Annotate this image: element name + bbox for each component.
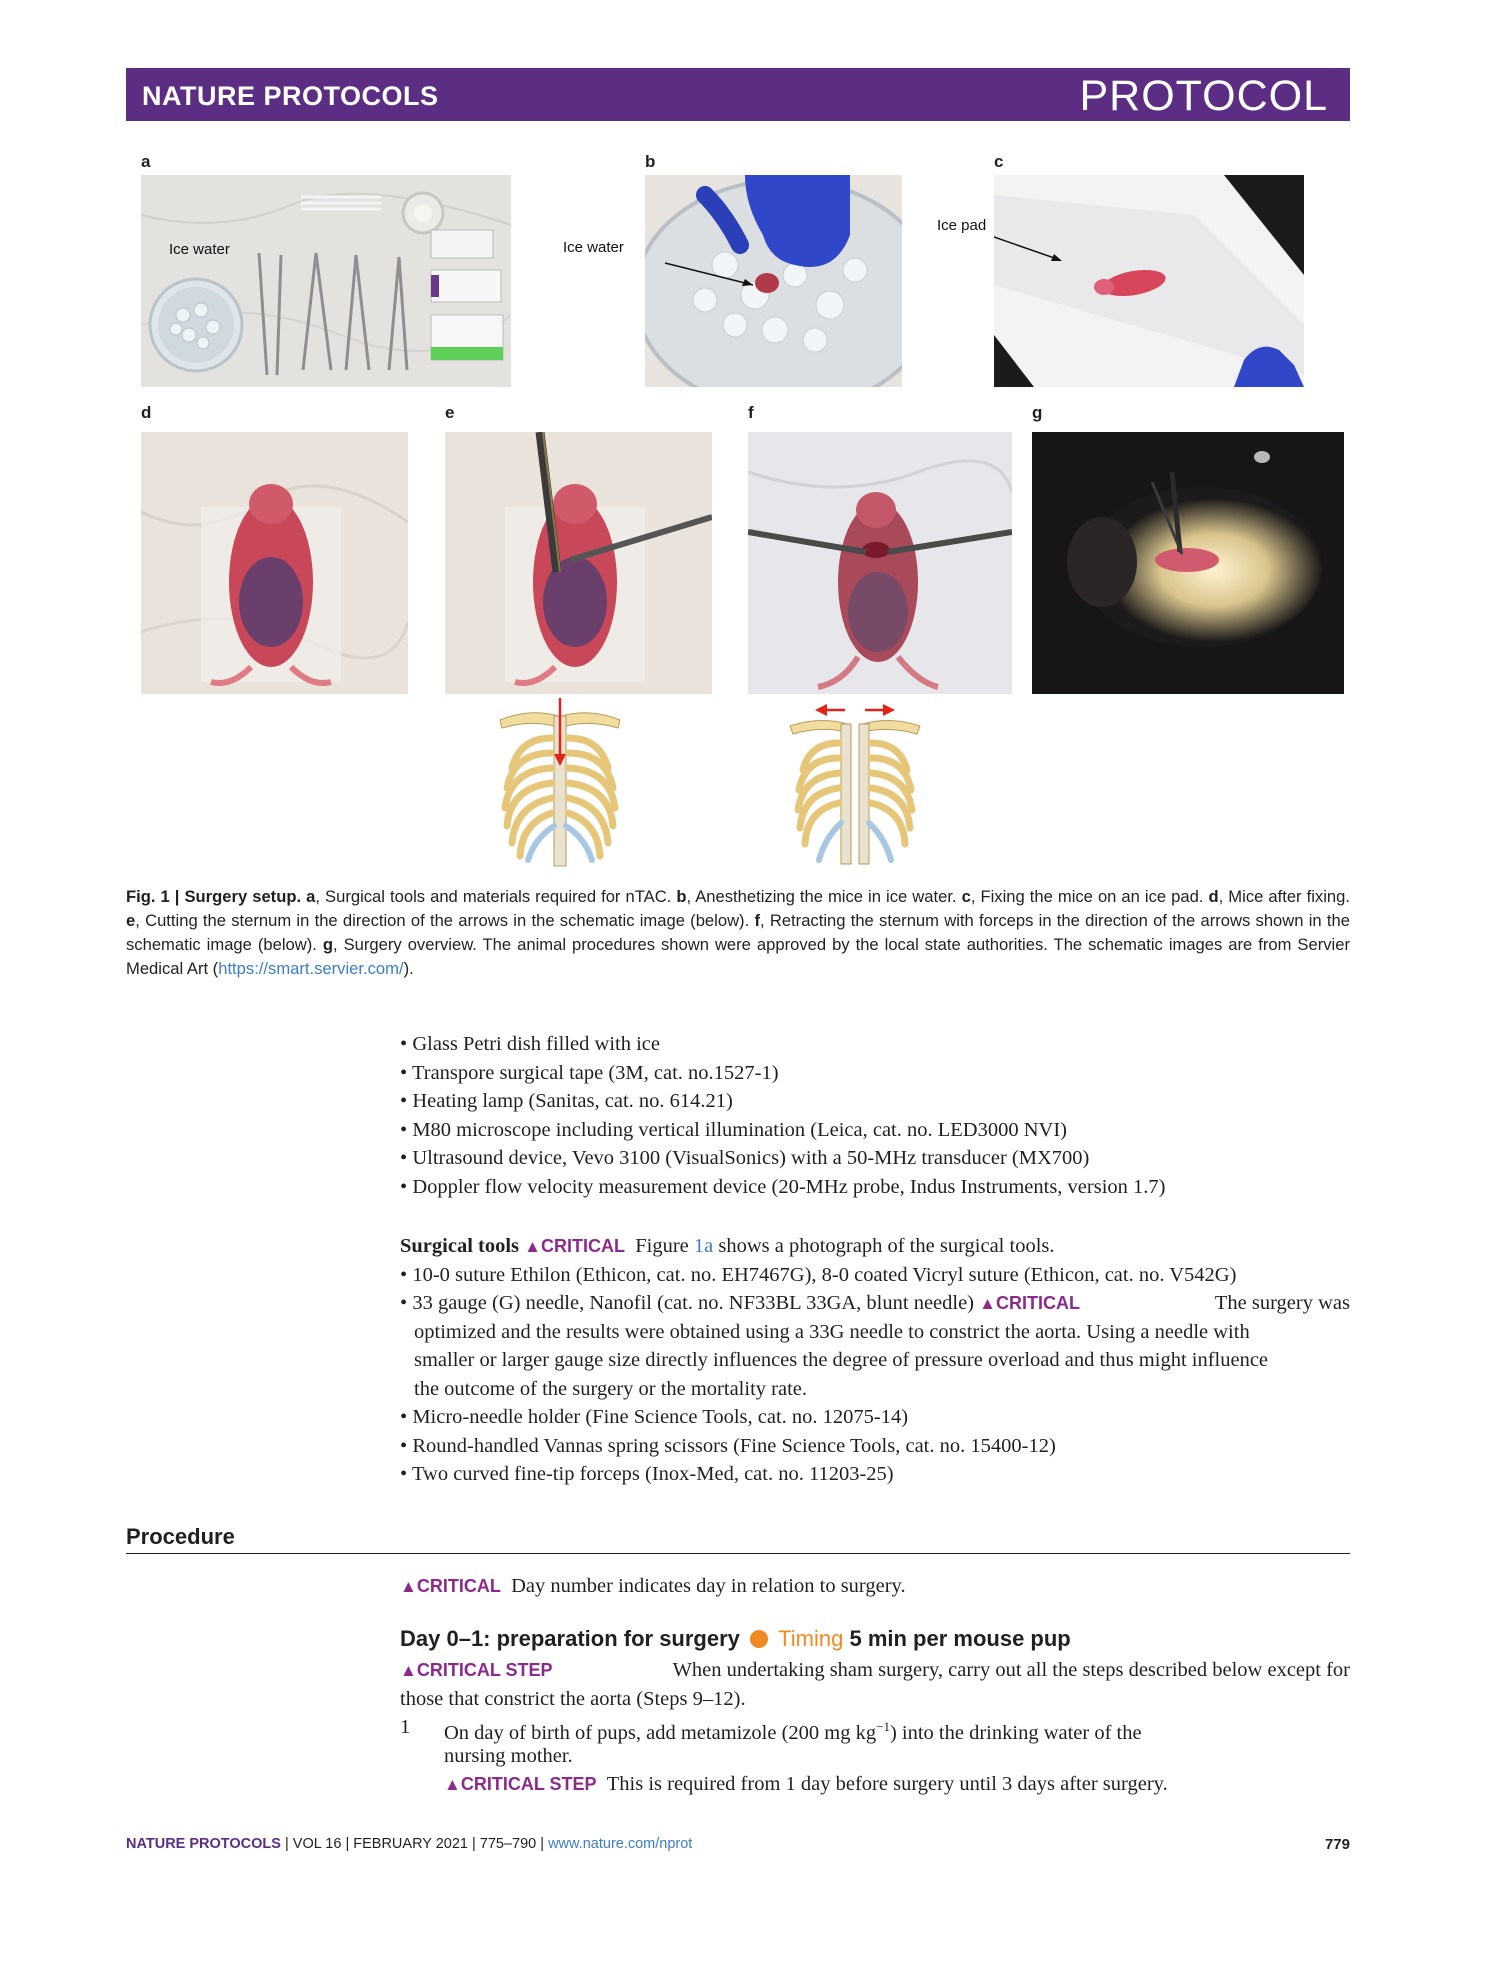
critical-triangle-icon: ▲ [524,1237,541,1256]
label-ice-water-a: Ice water [169,241,230,258]
servier-link[interactable]: https://smart.servier.com/ [218,959,404,978]
caption-f-label: f [754,911,760,930]
step-1-text: On day of birth of pups, add metamizole (200 mg $kg^{-1}$) into the drinking water of the [444,1719,1142,1744]
section-divider [126,1553,1350,1554]
list-item: • Heating lamp (Sanitas, cat. no. 614.21) [400,1090,733,1112]
timing-icon [750,1630,768,1648]
step-1-line-2: nursing mother. [444,1744,573,1767]
caption-c-label: c [961,887,971,906]
needle-note-line: smaller or larger gauge size directly influences the degree of pressure overload and thus might influence [414,1349,1269,1371]
photo-retracting-sternum [748,432,1012,694]
list-item: • Ultrasound device, Vevo 3100 (VisualSonics) with a 50-MHz transducer (MX700) [400,1147,1090,1169]
journal-header-bar [126,68,1350,121]
list-item: • Glass Petri dish filled with ice [400,1033,660,1055]
critical-triangle-icon: ▲ [400,1661,417,1680]
procedure-critical-note: ▲CRITICAL Day number indicates day in relation to surgery. [400,1575,906,1597]
list-item: • Doppler flow velocity measurement device (20-MHz probe, Indus Instruments, version 1.7) [400,1175,1166,1198]
ribcage-schematic-cut [490,698,630,868]
article-type: PROTOCOL [1079,72,1328,120]
caption-d-text: , Mice after fixing. [1218,887,1350,906]
panel-label-e: e [445,403,455,422]
procedure-heading: Procedure [126,1524,235,1549]
label-ice-water-b: Ice water [563,239,624,256]
list-item: • Micro-needle holder (Fine Science Tools, cat. no. 12075-14) [400,1406,909,1428]
critical-triangle-icon: ▲ [400,1577,417,1596]
critical-triangle-icon: ▲ [444,1775,461,1794]
panel-label-d: d [141,403,152,422]
list-item: • Transpore surgical tape (3M, cat. no.1527-1) [400,1061,779,1084]
caption-e-label: e [126,911,136,930]
surgical-tools-title: Surgical tools [400,1235,520,1257]
caption-b-label: b [676,887,687,906]
caption-end: ). [403,959,414,978]
photo-ice-pad [994,175,1304,387]
panel-label-f: f [748,403,754,422]
ribcage-schematic-retract [785,698,925,868]
journal-name: NATURE PROTOCOLS [142,81,439,111]
step-heading: Day 0–1: preparation for surgery Timing 5 min per mouse pup [400,1626,1071,1651]
panel-label-g: g [1032,403,1043,422]
caption-b-text: , Anesthetizing the mice in ice water. [686,887,962,906]
photo-surgery-overview [1032,432,1344,694]
step-1-critical: ▲CRITICAL STEP This is required from 1 day before surgery until 3 days after surgery. [444,1773,1168,1795]
panel-label-b: b [645,152,656,171]
label-ice-pad: Ice pad [937,217,987,234]
needle-note-line: the outcome of the surgery or the mortality rate. [414,1377,807,1400]
panel-label-c: c [994,152,1004,171]
photo-cutting-sternum [445,432,712,694]
photo-surgical-tools [141,175,511,387]
list-item: • 10-0 suture Ethilon (Ethicon, cat. no. EH7467G), 8-0 coated Vicryl suture (Ethicon, cat. no. V542G) [400,1263,1237,1286]
caption-fig-title: Fig. 1 | Surgery setup. [126,887,302,906]
figure-1a-link[interactable]: 1a [693,1235,714,1257]
caption-g-label: g [322,935,334,954]
list-item: • Two curved fine-tip forceps (Inox-Med, cat. no. 11203-25) [400,1463,894,1485]
caption-c-text: , Fixing the mice on an ice pad. [970,887,1209,906]
sham-line-2: those that constrict the aorta (Steps 9–12). [400,1687,746,1710]
page-number: 779 [1324,1836,1350,1853]
caption-e-text: , Cutting the sternum in the direction of the arrows in the schematic image (below). [135,911,755,930]
caption-g-text: , Surgery overview. The animal procedures shown were approved by the local state authorities. The schematic images are from Servier Medical Art ( [126,935,1350,978]
list-item: • 33 gauge (G) needle, Nanofil (cat. no. NF33BL 33GA, blunt needle) ▲CRITICAL The surgery was [400,1292,1350,1314]
page-footer: NATURE PROTOCOLS | VOL 16 | FEBRUARY 2021 | 775–790 | www.nature.com/nprot [126,1836,693,1852]
list-item: • M80 microscope including vertical illumination (Leica, cat. no. LED3000 NVI) [400,1118,1067,1141]
journal-url-link[interactable]: www.nature.com/nprot [548,1836,693,1852]
figure-caption [126,885,1350,981]
panel-label-a: a [141,152,151,171]
caption-d-label: d [1208,887,1219,906]
sham-critical-step: ▲CRITICAL STEP When undertaking sham surgery, carry out all the steps described below except for [400,1659,1350,1681]
caption-f-text: , Retracting the sternum with forceps in the direction of the arrows shown in the schematic image (below). [126,911,1350,954]
photo-mouse-fixed [141,432,408,694]
caption-a-text: , Surgical tools and materials required for nTAC. [315,887,677,906]
critical-triangle-icon: ▲ [979,1294,996,1313]
surgical-tools-heading: Surgical tools ▲CRITICAL Figure 1a shows a photograph of the surgical tools. [400,1235,1055,1257]
needle-note-line: optimized and the results were obtained using a 33G needle to constrict the aorta. Using a needle with [414,1320,1250,1343]
list-item: • Round-handled Vannas spring scissors (Fine Science Tools, cat. no. 15400-12) [400,1434,1056,1457]
caption-a-label: a [306,887,316,906]
step-number: 1 [400,1716,411,1738]
photo-ice-water [645,175,902,387]
